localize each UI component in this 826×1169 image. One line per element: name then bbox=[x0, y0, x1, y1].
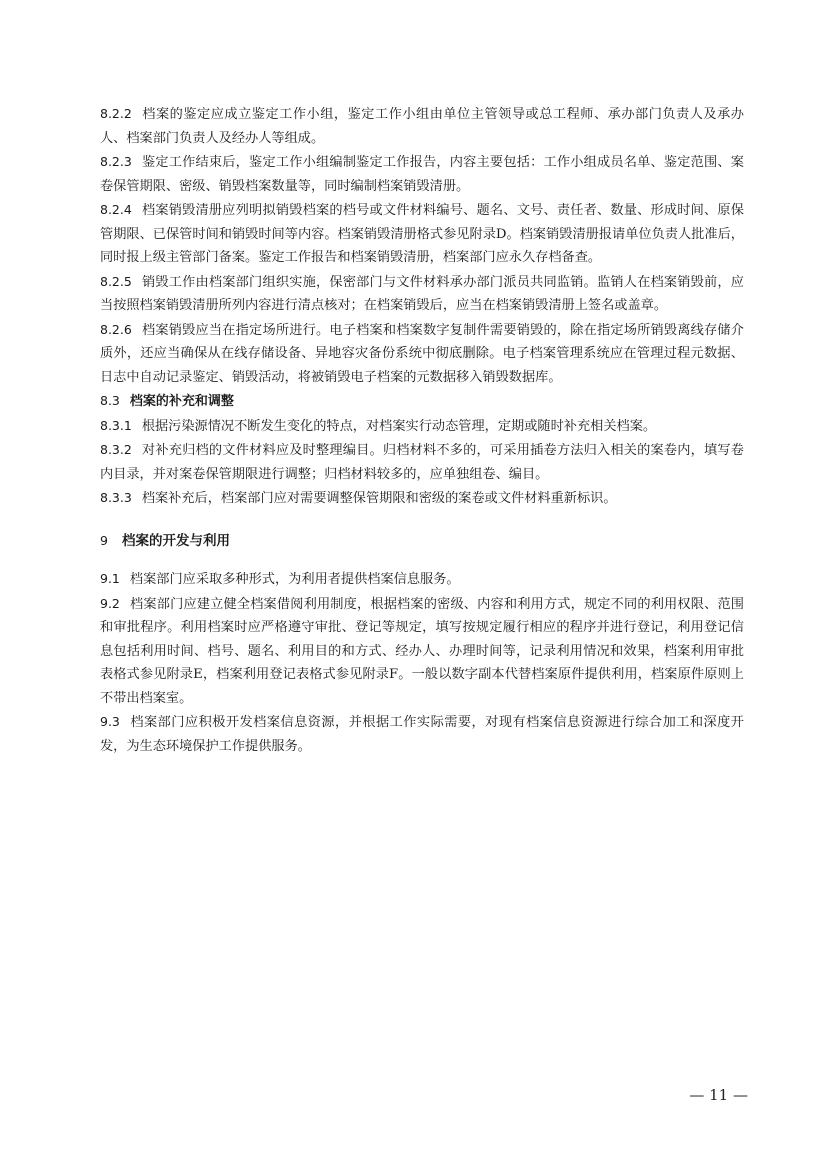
clause-text: 对补充归档的文件材料应及时整理编目。归档材料不多的，可采用插卷方法归入相关的案卷内，填写卷内目录，并对案卷保管期限进行调整；归档材料较多的，应单独组卷、编目。 bbox=[100, 443, 744, 482]
chapter-heading-9 bbox=[100, 529, 744, 554]
chapter-number: 9 bbox=[100, 532, 108, 548]
clause-8-2-3 bbox=[100, 150, 744, 198]
clause-text: 档案部门应建立健全档案借阅利用制度，根据档案的密级、内容和利用方式，规定不同的利用权限、范围和审批程序。利用档案时应严格遵守审批、登记等规定，填写按规定履行相应的程序并进行登记，利用登记信息包括利用时间、档号、题名、利用目的和方式、经办人、办理时间等，记录利用情况和效果，档案利用审批表格式参见附录E，档案利用登记表格式参见附录F。一般以数字副本代替档案原件提供利用，档案原件原则上不带出档案室。 bbox=[100, 596, 744, 706]
clause-8-2-5 bbox=[100, 270, 744, 318]
clause-8-3-2 bbox=[100, 438, 744, 486]
clause-8-3-1 bbox=[100, 414, 744, 439]
section-title: 档案的补充和调整 bbox=[129, 394, 234, 409]
section-heading-8-3 bbox=[100, 389, 744, 414]
clause-number: 9.2 bbox=[100, 595, 120, 611]
clause-text: 档案销毁应当在指定场所进行。电子档案和档案数字复制件需要销毁的，除在指定场所销毁离线存储介质外，还应当确保从在线存储设备、异地容灾备份系统中彻底删除。电子档案管理系统应在管理过程元数据、日志中自动记录鉴定、销毁活动，将被销毁电子档案的元数据移入销毁数据库。 bbox=[100, 322, 744, 385]
clause-number: 8.2.2 bbox=[100, 106, 132, 121]
clause-text: 档案销毁清册应列明拟销毁档案的档号或文件材料编号、题名、文号、责任者、数量、形成时间、原保管期限、已保管时间和销毁时间等内容。档案销毁清册格式参见附录D。档案销毁清册报请单位负责人批准后，同时报上级主管部门备案。鉴定工作报告和档案销毁清册，档案部门应永久存档备查。 bbox=[100, 203, 744, 265]
clause-number: 8.2.4 bbox=[100, 202, 132, 217]
clause-number: 8.3.2 bbox=[100, 442, 132, 457]
section-number: 8.3 bbox=[100, 393, 120, 408]
clause-8-2-6 bbox=[100, 318, 744, 390]
page-number: — 11 — bbox=[689, 1086, 748, 1104]
clause-text: 根据污染源情况不断发生变化的特点，对档案实行动态管理，定期或随时补充相关档案。 bbox=[141, 418, 657, 434]
clause-9-3 bbox=[100, 710, 744, 758]
chapter-title: 档案的开发与利用 bbox=[121, 532, 230, 549]
clause-number: 8.3.3 bbox=[100, 490, 132, 505]
clause-text: 档案的鉴定应成立鉴定工作小组，鉴定工作小组由单位主管领导或总工程师、承办部门负责人及承办人、档案部门负责人及经办人等组成。 bbox=[100, 107, 744, 146]
clause-9-2 bbox=[100, 592, 744, 711]
clause-text: 销毁工作由档案部门组织实施，保密部门与文件材料承办部门派员共同监销。监销人在档案销毁前，应当按照档案销毁清册所列内容进行清点核对；在档案销毁后，应当在档案销毁清册上签名或盖章。 bbox=[100, 274, 744, 313]
clause-text: 档案部门应采取多种形式，为利用者提供档案信息服务。 bbox=[129, 572, 460, 587]
clause-8-2-4 bbox=[100, 198, 744, 270]
page-content bbox=[100, 102, 744, 758]
clause-text: 鉴定工作结束后，鉴定工作小组编制鉴定工作报告，内容主要包括：工作小组成员名单、鉴定范围、案卷保管期限、密级、销毁档案数量等，同时编制档案销毁清册。 bbox=[100, 155, 744, 194]
clause-number: 8.2.6 bbox=[100, 321, 132, 337]
clause-number: 9.3 bbox=[100, 714, 120, 729]
clause-number: 8.2.3 bbox=[100, 154, 132, 169]
clause-8-2-2 bbox=[100, 102, 744, 150]
clause-number: 8.3.1 bbox=[100, 417, 132, 433]
clause-number: 9.1 bbox=[100, 571, 120, 586]
clause-text: 档案补充后，档案部门应对需要调整保管期限和密级的案卷或文件材料重新标识。 bbox=[141, 491, 617, 506]
clause-9-1 bbox=[100, 567, 744, 592]
clause-number: 8.2.5 bbox=[100, 273, 132, 289]
clause-text: 档案部门应积极开发档案信息资源，并根据工作实际需要，对现有档案信息资源进行综合加工和深度开发，为生态环境保护工作提供服务。 bbox=[100, 715, 744, 754]
clause-8-3-3 bbox=[100, 486, 744, 511]
